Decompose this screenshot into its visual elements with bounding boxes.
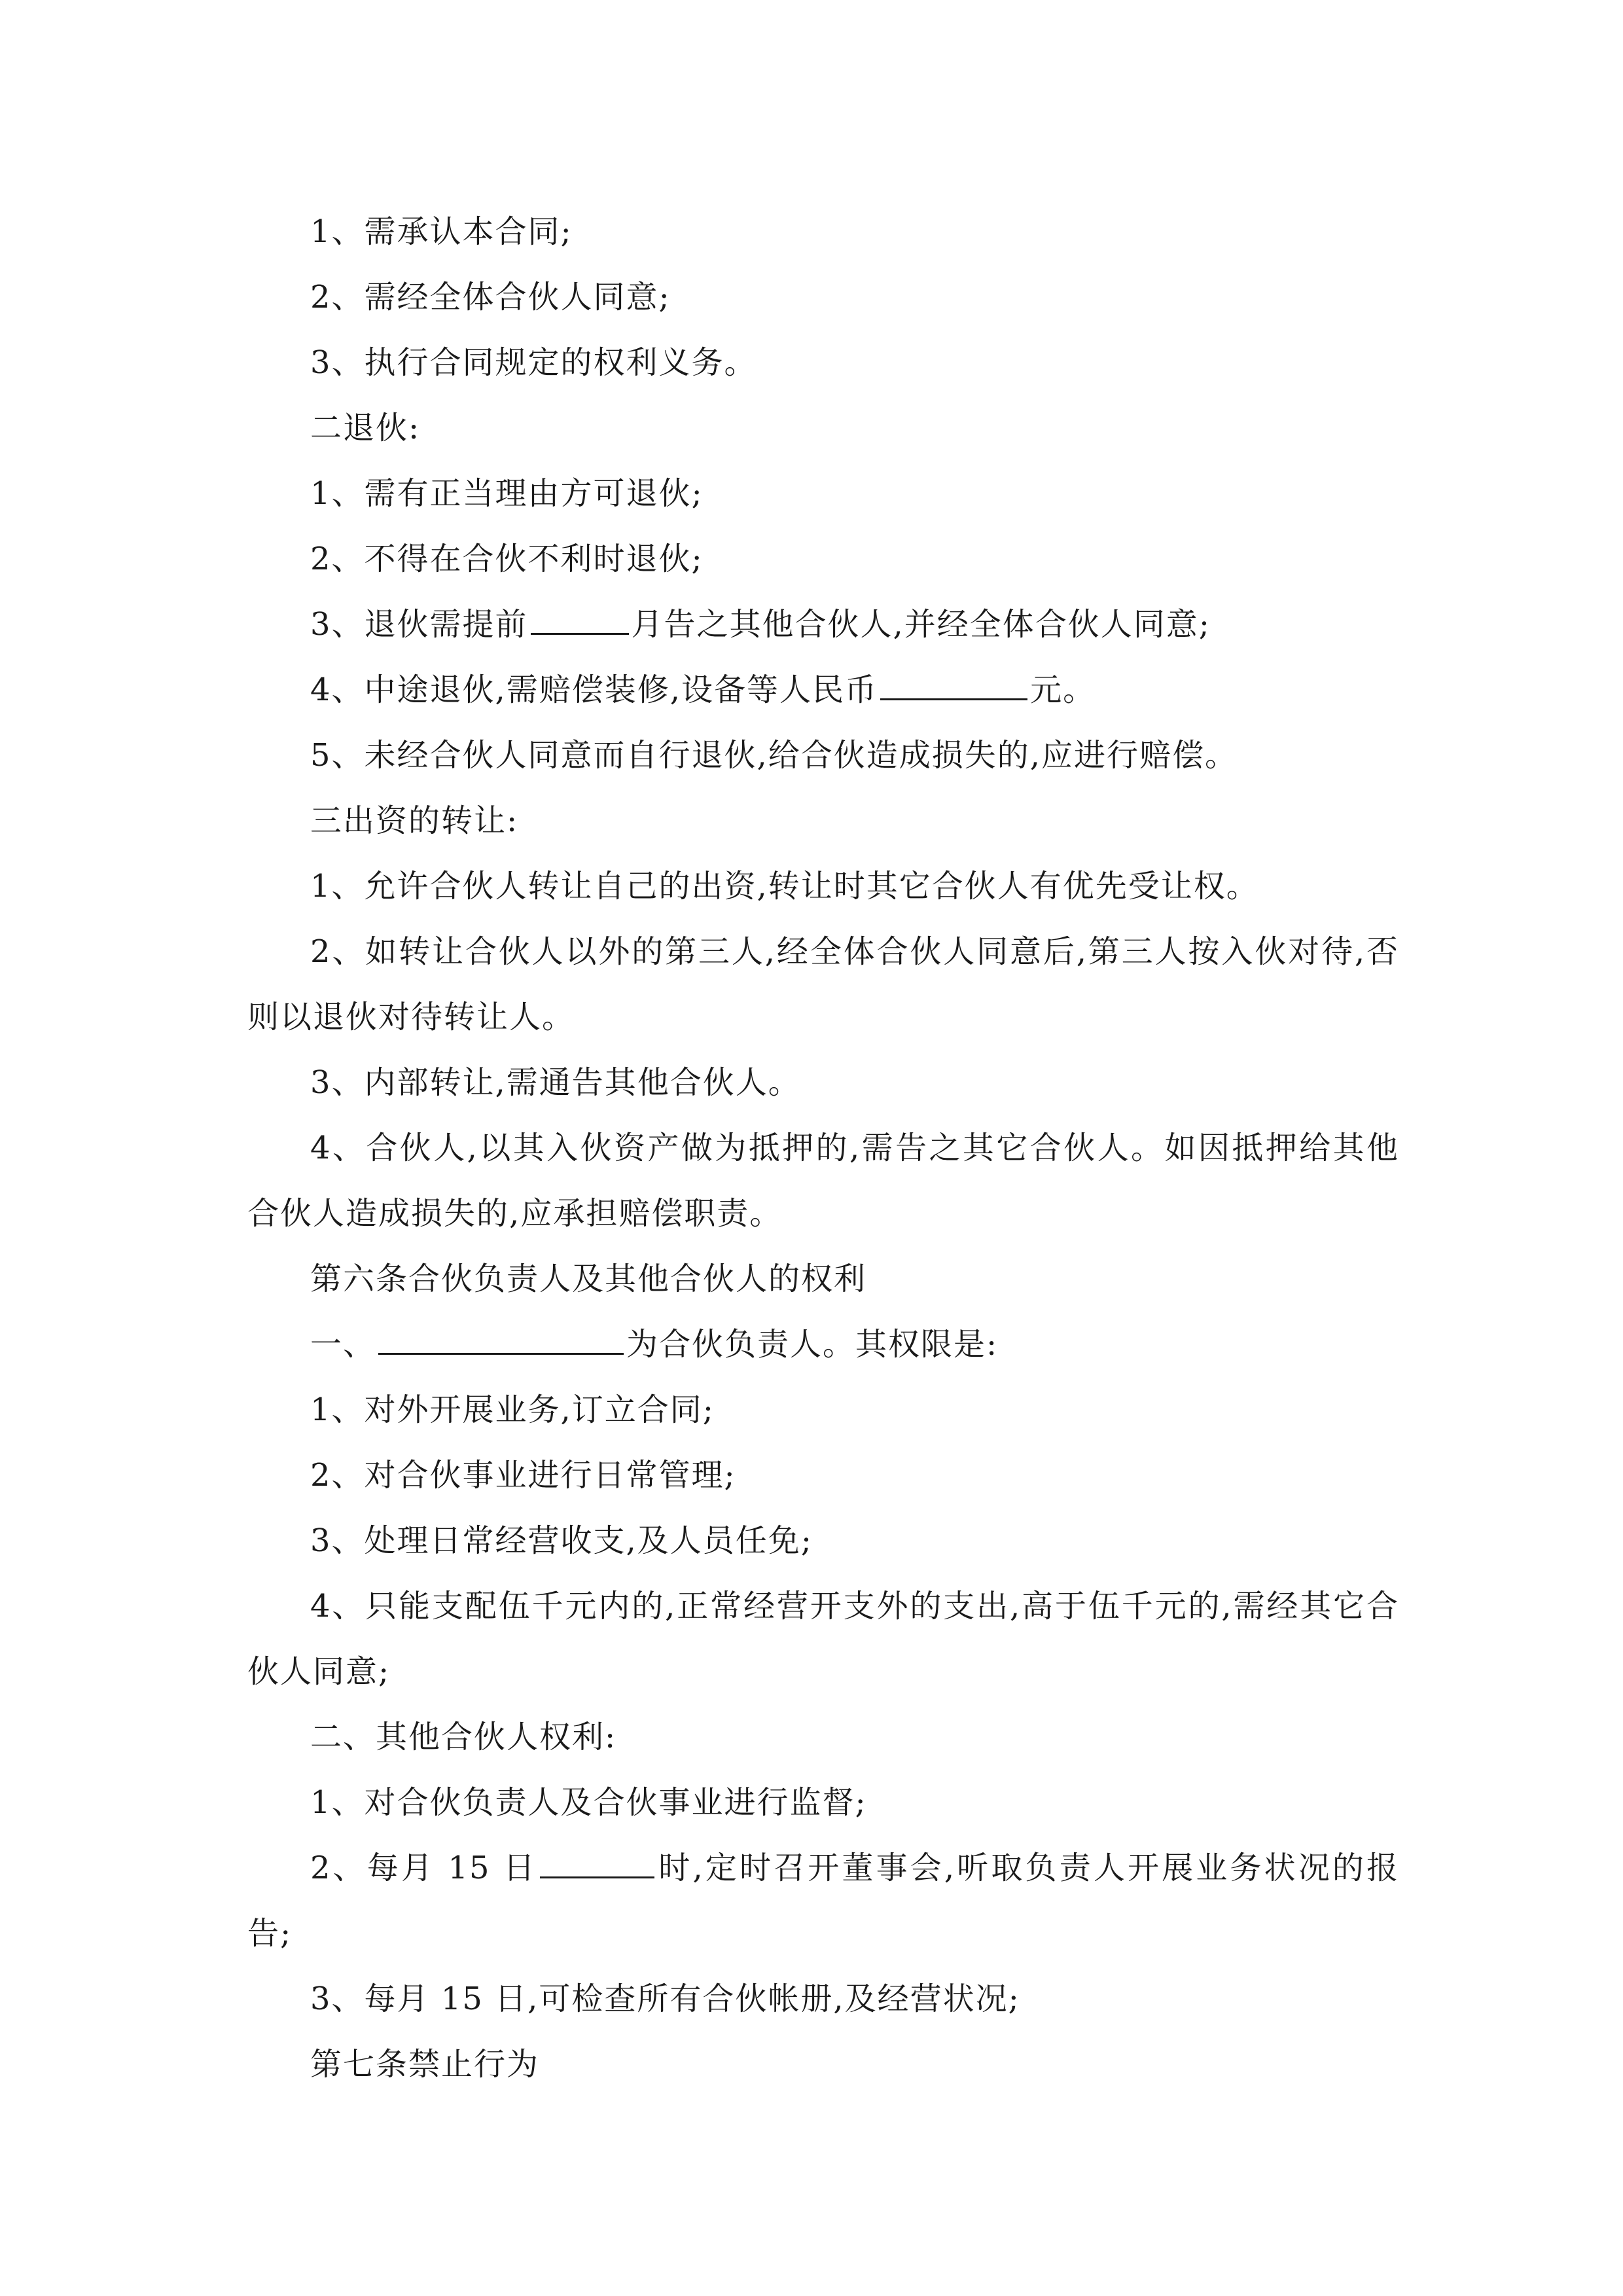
paragraph-text: 4、中途退伙,需赔偿装修,设备等人民币: [310, 672, 878, 708]
paragraph: 2、需经全体合伙人同意;: [310, 279, 671, 315]
paragraph-text: 3、退伙需提前: [310, 606, 528, 643]
fill-in-blank: [540, 1850, 654, 1878]
section-heading: 二、其他合伙人权利:: [310, 1719, 617, 1755]
paragraph: [247, 1312, 1399, 1377]
paragraph: 3、执行合同规定的权利义务。: [310, 344, 757, 381]
paragraph: 3、内部转让,需通告其他合伙人。: [310, 1064, 801, 1101]
section-heading: 二退伙:: [310, 410, 421, 446]
paragraph: 3、每月 15 日,可检查所有合伙帐册,及经营状况;: [310, 1981, 1020, 2017]
paragraph: [247, 592, 1399, 657]
article-heading: 第七条禁止行为: [310, 2046, 540, 2083]
paragraph: 3、处理日常经营收支,及人员任免;: [310, 1522, 813, 1559]
fill-in-blank: [378, 1327, 624, 1355]
article-heading: 第六条合伙负责人及其他合伙人的权利: [310, 1261, 867, 1297]
paragraph-text: 2、每月 15 日: [310, 1850, 538, 1886]
document-body: [247, 199, 1399, 2097]
paragraph: 2、不得在合伙不利时退伙;: [310, 541, 704, 577]
paragraph: 4、只能支配伍千元内的,正常经营开支外的支出,高于伍千元的,需经其它合伙人同意;: [247, 1588, 1399, 1690]
paragraph: [247, 657, 1399, 723]
paragraph-text: 时,定时召开董事会,听取负责人开展业务状况的报告;: [247, 1850, 1399, 1952]
paragraph-text: 一、: [310, 1326, 376, 1363]
paragraph-text: 为合伙负责人。其权限是:: [626, 1326, 999, 1363]
section-heading: 三出资的转让:: [310, 802, 519, 839]
paragraph: [247, 1835, 1399, 1966]
fill-in-blank: [880, 672, 1027, 700]
paragraph: 2、对合伙事业进行日常管理;: [310, 1457, 736, 1494]
paragraph: 2、如转让合伙人以外的第三人,经全体合伙人同意后,第三人按入伙对待,否则以退伙对待转让人。: [247, 933, 1399, 1035]
paragraph: 1、对外开展业务,订立合同;: [310, 1391, 715, 1428]
paragraph-text: 元。: [1030, 672, 1096, 708]
paragraph: 5、未经合伙人同意而自行退伙,给合伙造成损失的,应进行赔偿。: [310, 737, 1238, 774]
paragraph: 1、允许合伙人转让自己的出资,转让时其它合伙人有优先受让权。: [310, 868, 1259, 905]
paragraph: 1、需有正当理由方可退伙;: [310, 475, 704, 512]
fill-in-blank: [531, 607, 629, 635]
paragraph: 4、合伙人,以其入伙资产做为抵押的,需告之其它合伙人。如因抵押给其他合伙人造成损失的,应承担赔偿职责。: [247, 1130, 1399, 1232]
paragraph: 1、对合伙负责人及合伙事业进行监督;: [310, 1784, 867, 1821]
paragraph: 1、需承认本合同;: [310, 213, 573, 250]
paragraph-text: 月告之其他合伙人,并经全体合伙人同意;: [631, 606, 1211, 643]
